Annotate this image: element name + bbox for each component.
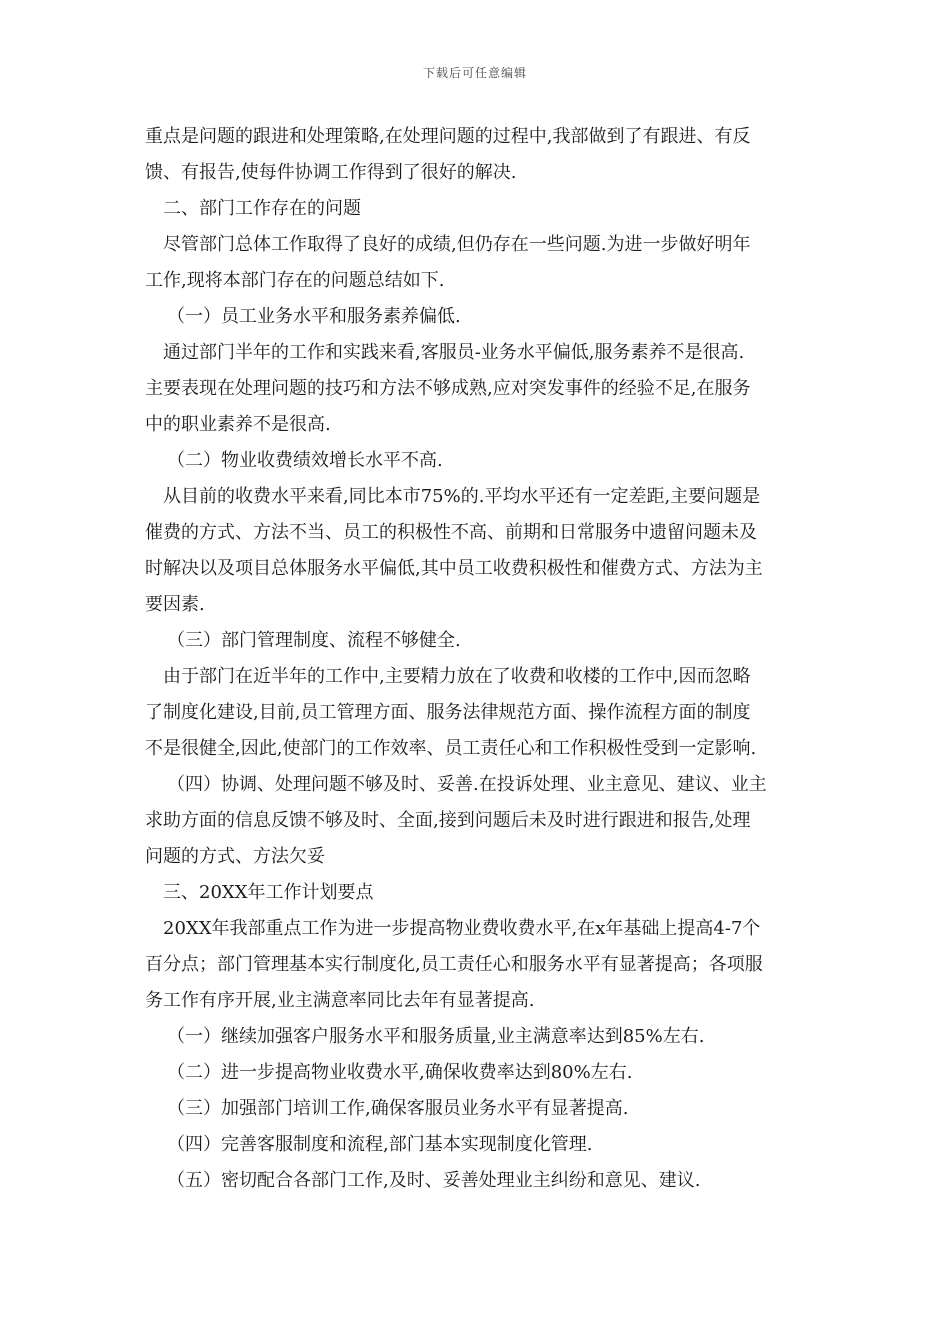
text-line: 主要表现在处理问题的技巧和方法不够成熟,应对突发事件的经验不足,在服务 xyxy=(145,378,751,399)
text-line: 20XX年我部重点工作为进一步提高物业费收费水平,在x年基础上提高4-7个 xyxy=(163,918,761,939)
text-line: 催费的方式、方法不当、员工的积极性不高、前期和日常服务中遗留问题未及 xyxy=(145,522,757,543)
text-line: 由于部门在近半年的工作中,主要精力放在了收费和收楼的工作中,因而忽略 xyxy=(163,666,751,687)
text-line: 二、部门工作存在的问题 xyxy=(163,198,361,219)
text-line: 百分点；部门管理基本实行制度化,员工责任心和服务水平有显著提高；各项服 xyxy=(145,954,763,975)
text-line: 不是很健全,因此,使部门的工作效率、员工责任心和工作积极性受到一定影响. xyxy=(145,738,757,759)
text-line: 求助方面的信息反馈不够及时、全面,接到问题后未及时进行跟进和报告,处理 xyxy=(145,810,751,831)
text-line: （二）物业收费绩效增长水平不高. xyxy=(167,450,443,471)
text-line: （四）完善客服制度和流程,部门基本实现制度化管理. xyxy=(167,1134,593,1155)
text-line: （一）员工业务水平和服务素养偏低. xyxy=(167,306,461,327)
text-line: （四）协调、处理问题不够及时、妥善.在投诉处理、业主意见、建议、业主 xyxy=(167,774,767,795)
text-line: 务工作有序开展,业主满意率同比去年有显著提高. xyxy=(145,990,535,1011)
text-line: 重点是问题的跟进和处理策略,在处理问题的过程中,我部做到了有跟进、有反 xyxy=(145,126,751,147)
text-line: 时解决以及项目总体服务水平偏低,其中员工收费积极性和催费方式、方法为主 xyxy=(145,558,763,579)
text-line: （二）进一步提高物业收费水平,确保收费率达到80%左右. xyxy=(167,1062,633,1083)
text-line: 中的职业素养不是很高. xyxy=(145,414,331,435)
text-line: （三）加强部门培训工作,确保客服员业务水平有显著提高. xyxy=(167,1098,629,1119)
text-line: （五）密切配合各部门工作,及时、妥善处理业主纠纷和意见、建议. xyxy=(167,1170,701,1191)
text-line: 三、20XX年工作计划要点 xyxy=(163,882,374,903)
text-line: （三）部门管理制度、流程不够健全. xyxy=(167,630,461,651)
document-body xyxy=(145,119,807,1199)
text-line: 从目前的收费水平来看,同比本市75%的.平均水平还有一定差距,主要问题是 xyxy=(163,486,761,507)
text-line: 要因素. xyxy=(145,594,205,615)
text-line: 通过部门半年的工作和实践来看,客服员-业务水平偏低,服务素养不是很高. xyxy=(163,342,745,363)
text-line: 工作,现将本部门存在的问题总结如下. xyxy=(145,270,445,291)
text-line: （一）继续加强客户服务水平和服务质量,业主满意率达到85%左右. xyxy=(167,1026,705,1047)
text-line: 馈、有报告,使每件协调工作得到了很好的解决. xyxy=(145,162,517,183)
text-line: 了制度化建设,目前,员工管理方面、服务法律规范方面、操作流程方面的制度 xyxy=(145,702,751,723)
page-header: 下载后可任意编辑 xyxy=(422,66,527,80)
text-line: 尽管部门总体工作取得了良好的成绩,但仍存在一些问题.为进一步做好明年 xyxy=(163,234,751,255)
text-line: 问题的方式、方法欠妥 xyxy=(145,846,325,867)
